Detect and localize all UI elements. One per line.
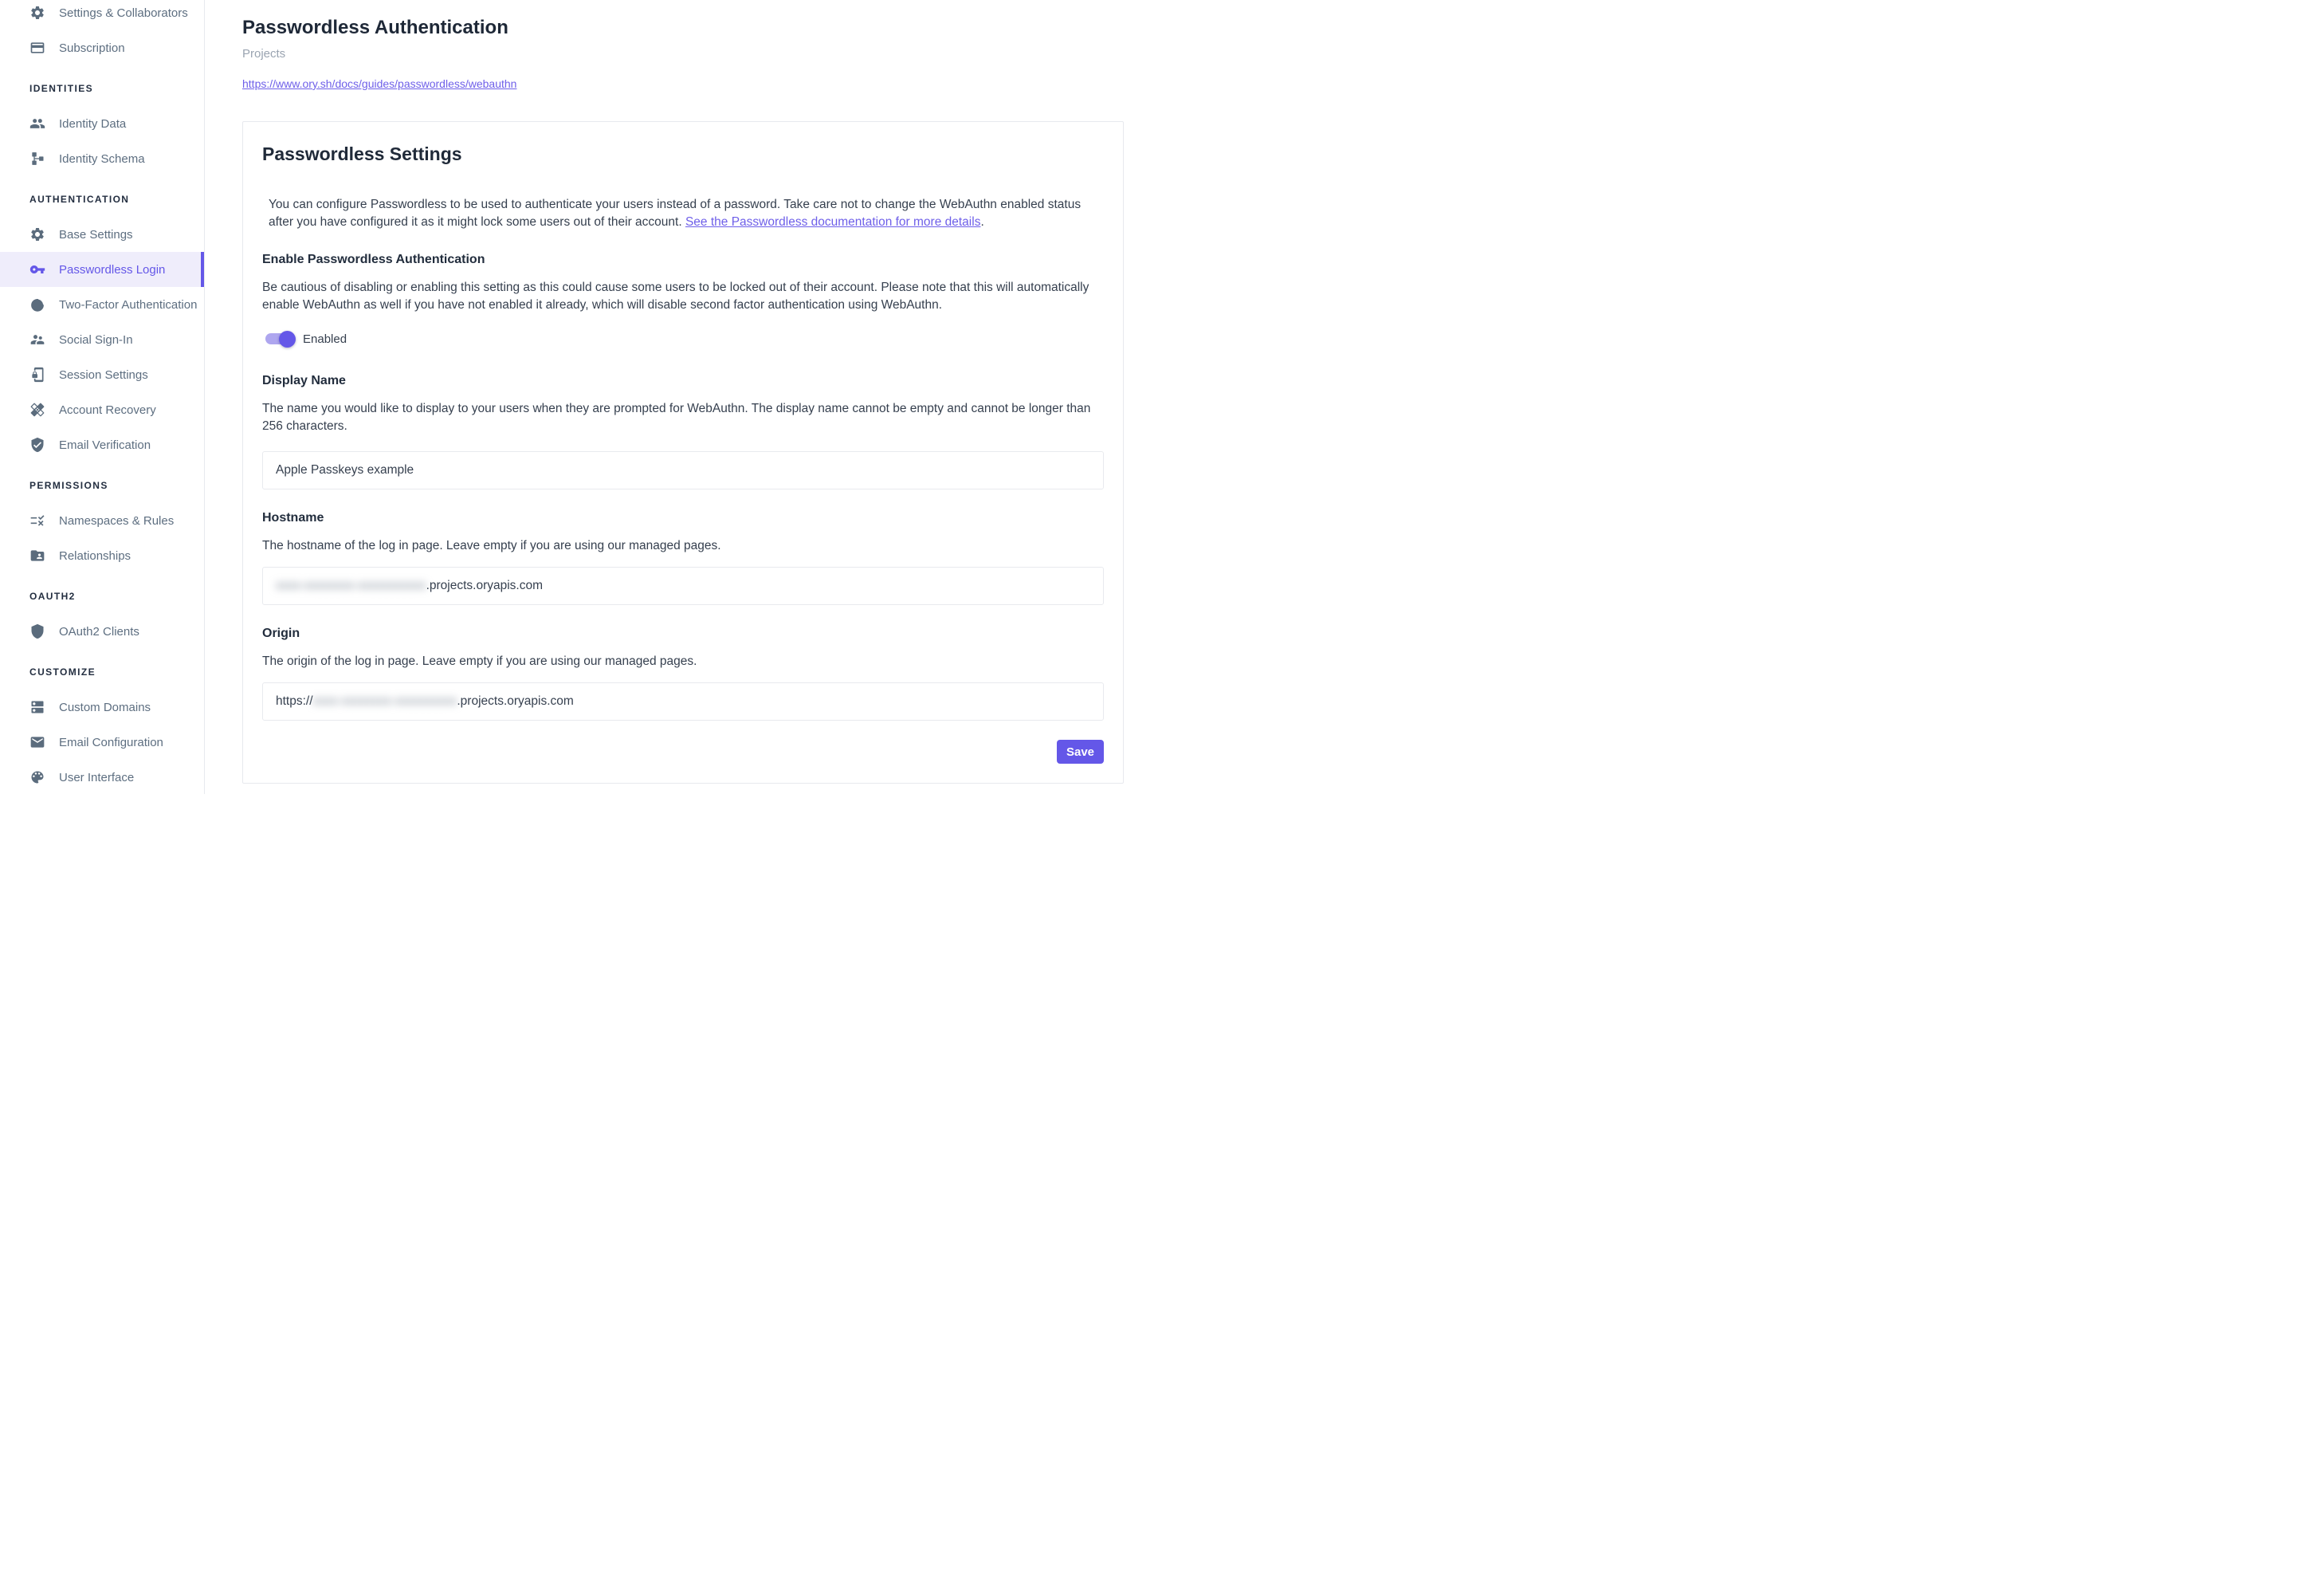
schema-icon bbox=[29, 151, 45, 167]
folder-person-icon bbox=[29, 548, 45, 564]
sidebar-item-label: Passwordless Login bbox=[59, 262, 166, 277]
save-button[interactable]: Save bbox=[1057, 740, 1104, 764]
palette-icon bbox=[29, 769, 45, 785]
sidebar-section-permissions: PERMISSIONS bbox=[29, 480, 108, 491]
sidebar-section-identities: IDENTITIES bbox=[29, 83, 94, 94]
sidebar-section-customize: CUSTOMIZE bbox=[29, 666, 96, 678]
passwordless-doc-link[interactable]: See the Passwordless documentation for more details bbox=[685, 215, 981, 229]
main-content bbox=[205, 0, 1162, 794]
sidebar-item-identity-schema[interactable] bbox=[0, 141, 204, 176]
rule-icon bbox=[29, 513, 45, 529]
dns-icon bbox=[29, 699, 45, 715]
display-name-description: The name you would like to display to your users when they are prompted for WebAuthn. The display name cannot be empty and cannot be longer than 256 characters. bbox=[262, 402, 1091, 433]
intro-paragraph bbox=[269, 196, 1104, 231]
sidebar-item-label: Relationships bbox=[59, 548, 132, 563]
sidebar-nav bbox=[0, 0, 204, 794]
origin-label: Origin bbox=[262, 627, 300, 640]
sidebar-item-label: Account Recovery bbox=[59, 403, 156, 417]
enable-passwordless-label: Enable Passwordless Authentication bbox=[262, 253, 485, 266]
app-window bbox=[0, 0, 1162, 794]
origin-prefix-value: https:// bbox=[276, 694, 313, 708]
sidebar-item-label: Email Configuration bbox=[59, 735, 163, 749]
sidebar-item-email-verification[interactable] bbox=[0, 427, 204, 462]
shield-icon bbox=[29, 623, 45, 639]
hostname-input[interactable] bbox=[262, 567, 1104, 605]
sidebar-item-namespaces-rules[interactable] bbox=[0, 503, 204, 538]
sidebar-item-label: Namespaces & Rules bbox=[59, 513, 175, 528]
origin-redacted-value: xxxx-xxxxxxxx-xxxxxxxxxx bbox=[312, 694, 457, 708]
hostname-redacted-value: xxxx-xxxxxxxx-xxxxxxxxxxx bbox=[276, 579, 426, 592]
device-lock-icon bbox=[29, 367, 45, 383]
enable-passwordless-description: Be cautious of disabling or enabling this setting as this could cause some users to be locked out of their account. Please note that this will automatically enable WebAuthn as well if you have not enabled it already, which will disable second factor authentication using WebAuthn. bbox=[262, 281, 1089, 312]
sidebar-item-account-recovery[interactable] bbox=[0, 392, 204, 427]
intro-text: You can configure Passwordless to be used to authenticate your users instead of a password. Take care not to change the WebAuthn enabled status after you have configured it as it might lock some users out of their account. bbox=[269, 198, 1082, 229]
sidebar-item-session-settings[interactable] bbox=[0, 357, 204, 392]
sidebar-item-base-settings[interactable] bbox=[0, 217, 204, 252]
gear-icon bbox=[29, 5, 45, 21]
sidebar-item-identity-data[interactable] bbox=[0, 106, 204, 141]
key-icon bbox=[29, 261, 45, 277]
sidebar-item-settings-collaborators[interactable] bbox=[0, 0, 204, 30]
sidebar-item-social-sign-in[interactable] bbox=[0, 322, 204, 357]
doc-link[interactable]: https://www.ory.sh/docs/guides/passwordless/webauthn bbox=[242, 77, 517, 90]
card-title: Passwordless Settings bbox=[262, 143, 462, 164]
breadcrumb: Projects bbox=[242, 47, 286, 61]
sidebar-item-label: OAuth2 Clients bbox=[59, 624, 139, 639]
hostname-visible-value: .projects.oryapis.com bbox=[426, 579, 544, 592]
sidebar-item-label: Identity Data bbox=[59, 116, 127, 131]
sidebar-item-label: Custom Domains bbox=[59, 700, 151, 714]
gear-icon bbox=[29, 226, 45, 242]
sidebar-item-label: Two-Factor Authentication bbox=[59, 297, 198, 312]
toggle-state-label: Enabled bbox=[303, 332, 347, 346]
sidebar-item-label: Social Sign-In bbox=[59, 332, 133, 347]
toggle-knob bbox=[279, 331, 296, 348]
origin-visible-value: .projects.oryapis.com bbox=[457, 694, 574, 708]
sidebar-item-passwordless-login[interactable] bbox=[0, 252, 204, 287]
passwordless-toggle[interactable] bbox=[265, 333, 292, 344]
sidebar-item-subscription[interactable] bbox=[0, 30, 204, 65]
page-title: Passwordless Authentication bbox=[242, 17, 508, 38]
people-icon bbox=[29, 332, 45, 348]
sidebar-item-label: Email Verification bbox=[59, 438, 151, 452]
sidebar-item-label: Subscription bbox=[59, 41, 125, 55]
passwordless-settings-card bbox=[242, 121, 1124, 784]
sidebar-item-label: Settings & Collaborators bbox=[59, 6, 188, 20]
fingerprint-icon bbox=[29, 297, 45, 312]
sidebar-section-oauth2: OAUTH2 bbox=[29, 591, 76, 602]
sidebar-item-email-configuration[interactable] bbox=[0, 725, 204, 760]
sidebar bbox=[0, 0, 205, 794]
envelope-icon bbox=[29, 734, 45, 750]
healing-icon bbox=[29, 402, 45, 418]
sidebar-item-label: User Interface bbox=[59, 770, 135, 784]
origin-description: The origin of the log in page. Leave empty if you are using our managed pages. bbox=[262, 654, 697, 668]
enable-toggle-row bbox=[262, 325, 1104, 352]
people-icon bbox=[29, 116, 45, 132]
card-actions bbox=[262, 740, 1104, 764]
origin-input[interactable] bbox=[262, 682, 1104, 721]
sidebar-item-label: Session Settings bbox=[59, 368, 148, 382]
shield-check-icon bbox=[29, 437, 45, 453]
sidebar-item-user-interface[interactable] bbox=[0, 760, 204, 794]
sidebar-item-relationships[interactable] bbox=[0, 538, 204, 573]
intro-text-end: . bbox=[980, 215, 984, 229]
hostname-description: The hostname of the log in page. Leave empty if you are using our managed pages. bbox=[262, 539, 721, 552]
display-name-input[interactable] bbox=[262, 451, 1104, 489]
sidebar-section-authentication: AUTHENTICATION bbox=[29, 194, 130, 205]
sidebar-item-oauth2-clients[interactable] bbox=[0, 614, 204, 649]
sidebar-item-custom-domains[interactable] bbox=[0, 690, 204, 725]
sidebar-item-label: Base Settings bbox=[59, 227, 133, 242]
display-name-value: Apple Passkeys example bbox=[276, 463, 414, 477]
sidebar-item-two-factor-authentication[interactable] bbox=[0, 287, 204, 322]
display-name-label: Display Name bbox=[262, 374, 346, 387]
credit-card-icon bbox=[29, 40, 45, 56]
hostname-label: Hostname bbox=[262, 511, 324, 525]
sidebar-item-label: Identity Schema bbox=[59, 151, 145, 166]
